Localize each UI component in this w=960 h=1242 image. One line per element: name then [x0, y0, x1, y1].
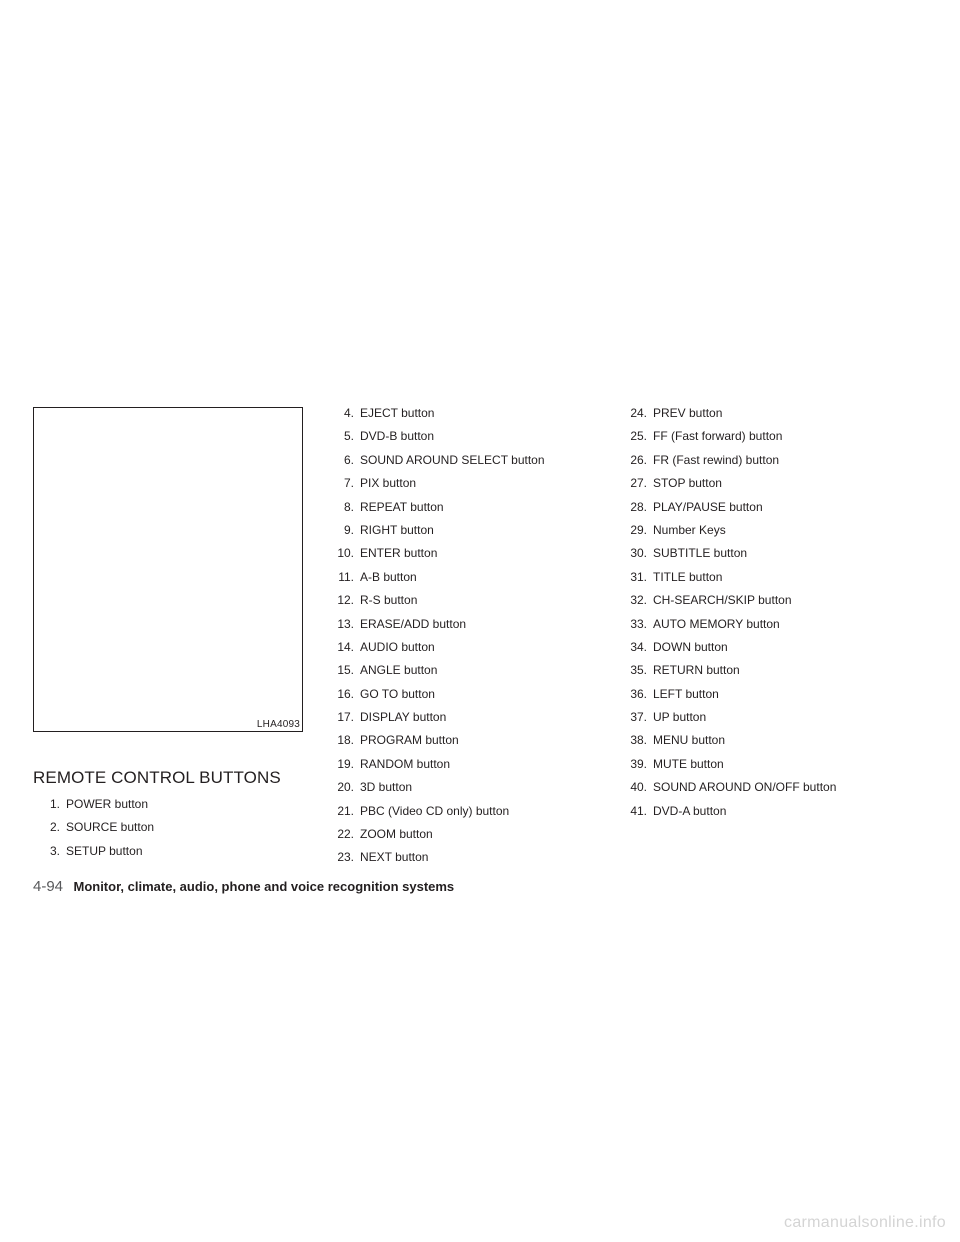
- list-item-label: FF (Fast forward) button: [653, 429, 783, 444]
- list-item-label: MUTE button: [653, 756, 724, 771]
- list-item-label: STOP button: [653, 476, 722, 491]
- list-item: [327, 827, 545, 850]
- list-item-number: 20.: [337, 780, 354, 795]
- list-item-label: FR (Fast rewind) button: [653, 452, 780, 467]
- list-item-label: TITLE button: [653, 569, 723, 584]
- list-item-label: A-B button: [360, 569, 417, 584]
- list-item-number: 21.: [337, 803, 354, 818]
- list-item: [327, 476, 545, 499]
- list-item-number: 36.: [630, 686, 647, 701]
- list-item: [33, 820, 154, 843]
- list-item-number: 27.: [630, 476, 647, 491]
- list-item-number: 4.: [343, 406, 354, 420]
- list-item-number: 26.: [630, 452, 647, 467]
- list-item-label: R-S button: [360, 593, 418, 608]
- list-item: [620, 757, 836, 780]
- button-list-column-1: [33, 797, 154, 867]
- list-item-number: 28.: [630, 499, 647, 514]
- list-item-label: SOURCE button: [66, 820, 155, 835]
- list-item-number: 41.: [630, 803, 647, 818]
- list-item: [620, 617, 836, 640]
- list-item-label: MENU button: [653, 733, 726, 748]
- list-item-label: CH-SEARCH/SKIP button: [653, 593, 792, 608]
- page-footer: [33, 878, 454, 896]
- list-item-label: NEXT button: [360, 850, 429, 865]
- list-item: [327, 850, 545, 873]
- list-item-label: AUDIO button: [360, 639, 435, 654]
- list-item-label: GO TO button: [360, 686, 435, 701]
- list-item-label: PLAY/PAUSE button: [653, 499, 763, 514]
- list-item-number: 34.: [630, 639, 647, 654]
- list-item-label: Number Keys: [653, 522, 726, 537]
- list-item: [327, 500, 545, 523]
- list-item: [327, 757, 545, 780]
- list-item: [327, 663, 545, 686]
- list-item-label: RETURN button: [653, 663, 740, 678]
- list-item-number: 24.: [630, 406, 647, 420]
- list-item-number: 10.: [337, 546, 354, 561]
- list-item-number: 32.: [630, 593, 647, 608]
- watermark: carmanualsonline.info: [784, 1214, 946, 1231]
- figure-placeholder: [33, 407, 303, 732]
- list-item-label: ZOOM button: [360, 827, 433, 842]
- list-item-label: ERASE/ADD button: [360, 616, 467, 631]
- list-item-number: 7.: [343, 476, 354, 491]
- list-item-number: 13.: [337, 616, 354, 631]
- list-item: [327, 406, 545, 429]
- list-item-number: 29.: [630, 522, 647, 537]
- list-item: [620, 500, 836, 523]
- list-item-label: UP button: [653, 710, 707, 725]
- list-item: [327, 710, 545, 733]
- list-item: [620, 429, 836, 452]
- list-item: [327, 733, 545, 756]
- list-item: [620, 546, 836, 569]
- list-item-number: 25.: [630, 429, 647, 444]
- list-item-label: SOUND AROUND ON/OFF button: [653, 780, 837, 795]
- list-item-number: 14.: [337, 639, 354, 654]
- list-item-label: PBC (Video CD only) button: [360, 803, 510, 818]
- list-item: [620, 780, 836, 803]
- list-item: [327, 780, 545, 803]
- list-item-number: 8.: [343, 499, 354, 514]
- list-item-number: 33.: [630, 616, 647, 631]
- list-item-number: 12.: [337, 593, 354, 608]
- list-item-number: 6.: [343, 452, 354, 467]
- list-item-number: 19.: [337, 756, 354, 771]
- list-item: [620, 733, 836, 756]
- list-item-number: 35.: [630, 663, 647, 678]
- list-item-number: 23.: [337, 850, 354, 865]
- list-item-label: REPEAT button: [360, 499, 444, 514]
- list-item-label: PIX button: [360, 476, 417, 491]
- list-item-label: 3D button: [360, 780, 413, 795]
- list-item-number: 22.: [337, 827, 354, 842]
- list-item: [620, 663, 836, 686]
- list-item: [620, 710, 836, 733]
- list-item-label: PREV button: [653, 406, 723, 420]
- list-item-label: RIGHT button: [360, 522, 434, 537]
- list-item-number: 3.: [49, 843, 60, 858]
- figure-label: LHA4093: [256, 719, 300, 730]
- list-item: [620, 687, 836, 710]
- list-item-number: 2.: [49, 820, 60, 835]
- list-item-label: DVD-B button: [360, 429, 435, 444]
- list-item-number: 39.: [630, 756, 647, 771]
- list-item: [327, 546, 545, 569]
- list-item-label: EJECT button: [360, 406, 435, 420]
- list-item-label: ENTER button: [360, 546, 438, 561]
- list-item-label: DOWN button: [653, 639, 728, 654]
- list-item-label: AUTO MEMORY button: [653, 616, 780, 631]
- list-item-label: LEFT button: [653, 686, 719, 701]
- list-item: [33, 844, 154, 867]
- footer-section-name: Monitor, climate, audio, phone and voice recognition systems: [73, 879, 455, 894]
- list-item-number: 5.: [343, 429, 354, 444]
- list-item-label: PROGRAM button: [360, 733, 459, 748]
- list-item: [327, 523, 545, 546]
- list-item: [620, 570, 836, 593]
- section-title: REMOTE CONTROL BUTTONS: [33, 768, 281, 787]
- list-item-number: 31.: [630, 569, 647, 584]
- list-item: [620, 453, 836, 476]
- list-item: [620, 406, 836, 429]
- list-item: [327, 687, 545, 710]
- list-item: [327, 804, 545, 827]
- list-item-number: 40.: [630, 780, 647, 795]
- list-item: [620, 804, 836, 827]
- list-item-number: 11.: [338, 569, 354, 584]
- list-item-number: 16.: [337, 686, 354, 701]
- list-item-number: 1.: [49, 797, 60, 811]
- list-item-number: 38.: [630, 733, 647, 748]
- page-number: 4-94: [33, 878, 64, 895]
- list-item-number: 15.: [337, 663, 354, 678]
- list-item-label: RANDOM button: [360, 756, 451, 771]
- list-item-number: 18.: [337, 733, 354, 748]
- list-item: [620, 476, 836, 499]
- list-item: [620, 523, 836, 546]
- list-item: [33, 797, 154, 820]
- list-item-label: POWER button: [66, 797, 149, 811]
- button-list-column-3: [620, 406, 836, 827]
- list-item-label: SOUND AROUND SELECT button: [360, 452, 545, 467]
- list-item-label: SUBTITLE button: [653, 546, 748, 561]
- list-item: [620, 640, 836, 663]
- list-item: [327, 640, 545, 663]
- list-item: [327, 453, 545, 476]
- list-item-label: DISPLAY button: [360, 710, 447, 725]
- list-item-label: ANGLE button: [360, 663, 438, 678]
- list-item: [327, 570, 545, 593]
- list-item: [327, 617, 545, 640]
- list-item-number: 17.: [337, 710, 354, 725]
- list-item-label: DVD-A button: [653, 803, 727, 818]
- list-item-label: SETUP button: [66, 843, 143, 858]
- list-item: [327, 593, 545, 616]
- list-item: [327, 429, 545, 452]
- list-item-number: 30.: [630, 546, 647, 561]
- button-list-column-2: [327, 406, 545, 874]
- list-item: [620, 593, 836, 616]
- list-item-number: 37.: [630, 710, 647, 725]
- list-item-number: 9.: [343, 522, 354, 537]
